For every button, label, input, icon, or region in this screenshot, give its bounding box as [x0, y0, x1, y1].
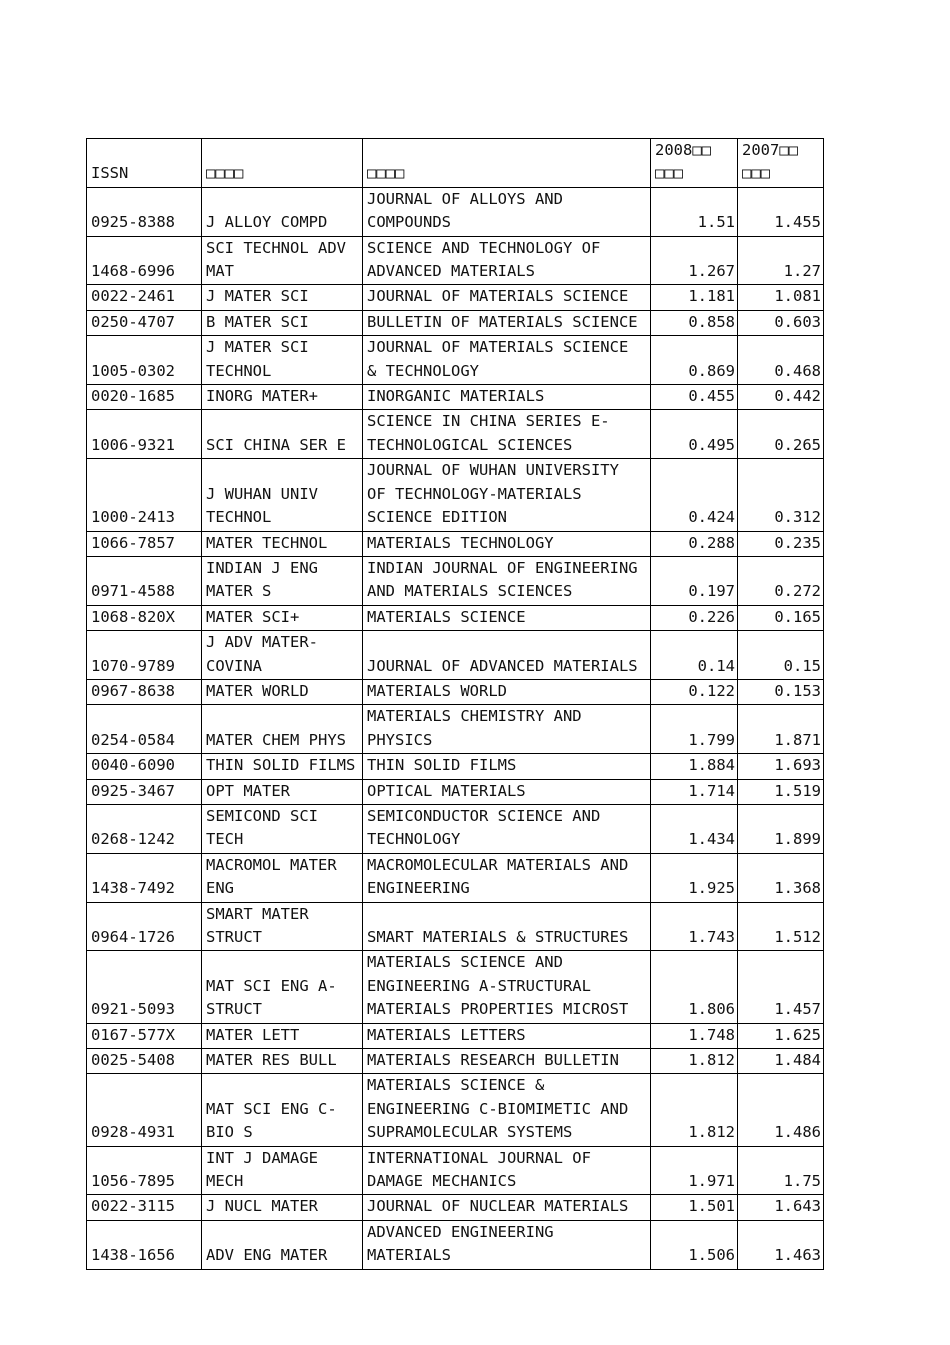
abbreviation-cell: INDIAN J ENG MATER S	[202, 556, 363, 605]
table-row	[87, 631, 824, 680]
header-issn: ISSN	[87, 139, 202, 188]
table-row	[87, 779, 824, 804]
abbreviation-cell: SMART MATER STRUCT	[202, 902, 363, 951]
impact-2007-cell: 0.312	[738, 459, 824, 531]
abbreviation-cell: J NUCL MATER	[202, 1195, 363, 1220]
impact-2008-cell: 0.495	[651, 410, 738, 459]
full-title-cell: MATERIALS RESEARCH BULLETIN	[363, 1049, 651, 1074]
header-impact-2008: 2008□□ □□□	[651, 139, 738, 188]
impact-2008-cell: 1.925	[651, 853, 738, 902]
header-full-title: □□□□	[363, 139, 651, 188]
impact-2008-cell: 0.858	[651, 310, 738, 335]
issn-cell: 1056-7895	[87, 1146, 202, 1195]
abbreviation-cell: OPT MATER	[202, 779, 363, 804]
abbreviation-cell: B MATER SCI	[202, 310, 363, 335]
full-title-cell: JOURNAL OF ALLOYS AND COMPOUNDS	[363, 187, 651, 236]
impact-2007-cell: 0.442	[738, 385, 824, 410]
impact-2007-cell: 1.463	[738, 1220, 824, 1269]
table-row	[87, 385, 824, 410]
table-row	[87, 310, 824, 335]
issn-cell: 0040-6090	[87, 754, 202, 779]
impact-2008-cell: 1.799	[651, 705, 738, 754]
impact-2007-cell: 0.468	[738, 336, 824, 385]
impact-2007-cell: 1.519	[738, 779, 824, 804]
table-row	[87, 1074, 824, 1146]
abbreviation-cell: J MATER SCI TECHNOL	[202, 336, 363, 385]
table-row	[87, 285, 824, 310]
impact-2008-cell: 0.288	[651, 531, 738, 556]
full-title-cell: MATERIALS CHEMISTRY AND PHYSICS	[363, 705, 651, 754]
impact-2007-cell: 1.75	[738, 1146, 824, 1195]
impact-2008-cell: 1.884	[651, 754, 738, 779]
impact-2007-cell: 0.153	[738, 679, 824, 704]
issn-cell: 1066-7857	[87, 531, 202, 556]
abbreviation-cell: MATER LETT	[202, 1023, 363, 1048]
impact-2007-cell: 1.455	[738, 187, 824, 236]
table-row	[87, 804, 824, 853]
impact-2008-cell: 1.812	[651, 1074, 738, 1146]
issn-cell: 0268-1242	[87, 804, 202, 853]
impact-2008-cell: 0.455	[651, 385, 738, 410]
impact-2007-cell: 1.368	[738, 853, 824, 902]
impact-2008-cell: 1.434	[651, 804, 738, 853]
table-row	[87, 336, 824, 385]
full-title-cell: MATERIALS SCIENCE	[363, 605, 651, 630]
table-row	[87, 853, 824, 902]
impact-2008-cell: 1.267	[651, 236, 738, 285]
impact-2007-cell: 1.486	[738, 1074, 824, 1146]
table-row	[87, 1220, 824, 1269]
issn-cell: 0022-2461	[87, 285, 202, 310]
abbreviation-cell: SEMICOND SCI TECH	[202, 804, 363, 853]
full-title-cell: INDIAN JOURNAL OF ENGINEERING AND MATERIALS SCIENCES	[363, 556, 651, 605]
abbreviation-cell: MATER CHEM PHYS	[202, 705, 363, 754]
issn-cell: 0928-4931	[87, 1074, 202, 1146]
full-title-cell: SCIENCE IN CHINA SERIES E- TECHNOLOGICAL SCIENCES	[363, 410, 651, 459]
full-title-cell: OPTICAL MATERIALS	[363, 779, 651, 804]
impact-2008-cell: 1.181	[651, 285, 738, 310]
issn-cell: 0964-1726	[87, 902, 202, 951]
issn-cell: 1468-6996	[87, 236, 202, 285]
impact-2008-cell: 1.806	[651, 951, 738, 1023]
issn-cell: 0025-5408	[87, 1049, 202, 1074]
impact-2008-cell: 1.812	[651, 1049, 738, 1074]
table-row	[87, 1195, 824, 1220]
impact-2007-cell: 0.15	[738, 631, 824, 680]
full-title-cell: INTERNATIONAL JOURNAL OF DAMAGE MECHANICS	[363, 1146, 651, 1195]
impact-2008-cell: 0.122	[651, 679, 738, 704]
impact-2007-cell: 0.265	[738, 410, 824, 459]
issn-cell: 0022-3115	[87, 1195, 202, 1220]
table-row	[87, 951, 824, 1023]
impact-2007-cell: 1.081	[738, 285, 824, 310]
issn-cell: 1070-9789	[87, 631, 202, 680]
full-title-cell: MATERIALS TECHNOLOGY	[363, 531, 651, 556]
header-abbreviation: □□□□	[202, 139, 363, 188]
table-row	[87, 754, 824, 779]
full-title-cell: SCIENCE AND TECHNOLOGY OF ADVANCED MATERIALS	[363, 236, 651, 285]
abbreviation-cell: SCI CHINA SER E	[202, 410, 363, 459]
full-title-cell: JOURNAL OF ADVANCED MATERIALS	[363, 631, 651, 680]
abbreviation-cell: MATER SCI+	[202, 605, 363, 630]
abbreviation-cell: SCI TECHNOL ADV MAT	[202, 236, 363, 285]
impact-2007-cell: 1.512	[738, 902, 824, 951]
table-body	[87, 187, 824, 1269]
impact-2007-cell: 0.165	[738, 605, 824, 630]
issn-cell: 1068-820X	[87, 605, 202, 630]
full-title-cell: JOURNAL OF WUHAN UNIVERSITY OF TECHNOLOGY-MATERIALS SCIENCE EDITION	[363, 459, 651, 531]
table-row	[87, 531, 824, 556]
abbreviation-cell: ADV ENG MATER	[202, 1220, 363, 1269]
table-row	[87, 410, 824, 459]
table-row	[87, 1146, 824, 1195]
full-title-cell: THIN SOLID FILMS	[363, 754, 651, 779]
impact-2008-cell: 1.748	[651, 1023, 738, 1048]
table-row	[87, 187, 824, 236]
table-row	[87, 1023, 824, 1048]
impact-2007-cell: 1.871	[738, 705, 824, 754]
table-row	[87, 605, 824, 630]
impact-2008-cell: 1.506	[651, 1220, 738, 1269]
impact-2008-cell: 1.743	[651, 902, 738, 951]
impact-2007-cell: 1.484	[738, 1049, 824, 1074]
issn-cell: 0971-4588	[87, 556, 202, 605]
issn-cell: 1438-7492	[87, 853, 202, 902]
impact-2007-cell: 1.457	[738, 951, 824, 1023]
impact-2008-cell: 0.226	[651, 605, 738, 630]
abbreviation-cell: MACROMOL MATER ENG	[202, 853, 363, 902]
impact-2007-cell: 1.27	[738, 236, 824, 285]
header-row	[87, 139, 824, 188]
issn-cell: 1438-1656	[87, 1220, 202, 1269]
full-title-cell: MATERIALS WORLD	[363, 679, 651, 704]
impact-2008-cell: 1.51	[651, 187, 738, 236]
table-row	[87, 705, 824, 754]
abbreviation-cell: MATER RES BULL	[202, 1049, 363, 1074]
impact-2007-cell: 0.235	[738, 531, 824, 556]
abbreviation-cell: MAT SCI ENG C- BIO S	[202, 1074, 363, 1146]
full-title-cell: BULLETIN OF MATERIALS SCIENCE	[363, 310, 651, 335]
issn-cell: 0925-8388	[87, 187, 202, 236]
issn-cell: 0250-4707	[87, 310, 202, 335]
impact-2007-cell: 0.272	[738, 556, 824, 605]
impact-2007-cell: 1.625	[738, 1023, 824, 1048]
impact-2008-cell: 1.501	[651, 1195, 738, 1220]
table-row	[87, 902, 824, 951]
full-title-cell: SMART MATERIALS & STRUCTURES	[363, 902, 651, 951]
abbreviation-cell: INORG MATER+	[202, 385, 363, 410]
impact-2007-cell: 1.899	[738, 804, 824, 853]
issn-cell: 1005-0302	[87, 336, 202, 385]
full-title-cell: MATERIALS SCIENCE & ENGINEERING C-BIOMIMETIC AND SUPRAMOLECULAR SYSTEMS	[363, 1074, 651, 1146]
table-row	[87, 556, 824, 605]
issn-cell: 0921-5093	[87, 951, 202, 1023]
full-title-cell: JOURNAL OF MATERIALS SCIENCE & TECHNOLOGY	[363, 336, 651, 385]
impact-2007-cell: 0.603	[738, 310, 824, 335]
table-row	[87, 236, 824, 285]
issn-cell: 0254-0584	[87, 705, 202, 754]
table-row	[87, 679, 824, 704]
full-title-cell: SEMICONDUCTOR SCIENCE AND TECHNOLOGY	[363, 804, 651, 853]
abbreviation-cell: MATER TECHNOL	[202, 531, 363, 556]
impact-2007-cell: 1.643	[738, 1195, 824, 1220]
header-impact-2007: 2007□□ □□□	[738, 139, 824, 188]
impact-2007-cell: 1.693	[738, 754, 824, 779]
abbreviation-cell: J ADV MATER- COVINA	[202, 631, 363, 680]
impact-2008-cell: 1.714	[651, 779, 738, 804]
full-title-cell: MACROMOLECULAR MATERIALS AND ENGINEERING	[363, 853, 651, 902]
issn-cell: 0020-1685	[87, 385, 202, 410]
abbreviation-cell: MATER WORLD	[202, 679, 363, 704]
full-title-cell: JOURNAL OF NUCLEAR MATERIALS	[363, 1195, 651, 1220]
full-title-cell: INORGANIC MATERIALS	[363, 385, 651, 410]
issn-cell: 1006-9321	[87, 410, 202, 459]
full-title-cell: MATERIALS LETTERS	[363, 1023, 651, 1048]
issn-cell: 0925-3467	[87, 779, 202, 804]
journal-table	[86, 138, 824, 1270]
impact-2008-cell: 1.971	[651, 1146, 738, 1195]
impact-2008-cell: 0.14	[651, 631, 738, 680]
abbreviation-cell: J WUHAN UNIV TECHNOL	[202, 459, 363, 531]
table-row	[87, 1049, 824, 1074]
impact-2008-cell: 0.869	[651, 336, 738, 385]
abbreviation-cell: INT J DAMAGE MECH	[202, 1146, 363, 1195]
issn-cell: 1000-2413	[87, 459, 202, 531]
abbreviation-cell: MAT SCI ENG A- STRUCT	[202, 951, 363, 1023]
full-title-cell: ADVANCED ENGINEERING MATERIALS	[363, 1220, 651, 1269]
abbreviation-cell: THIN SOLID FILMS	[202, 754, 363, 779]
impact-2008-cell: 0.424	[651, 459, 738, 531]
full-title-cell: MATERIALS SCIENCE AND ENGINEERING A-STRUCTURAL MATERIALS PROPERTIES MICROST	[363, 951, 651, 1023]
abbreviation-cell: J ALLOY COMPD	[202, 187, 363, 236]
issn-cell: 0167-577X	[87, 1023, 202, 1048]
abbreviation-cell: J MATER SCI	[202, 285, 363, 310]
table-row	[87, 459, 824, 531]
full-title-cell: JOURNAL OF MATERIALS SCIENCE	[363, 285, 651, 310]
impact-2008-cell: 0.197	[651, 556, 738, 605]
issn-cell: 0967-8638	[87, 679, 202, 704]
